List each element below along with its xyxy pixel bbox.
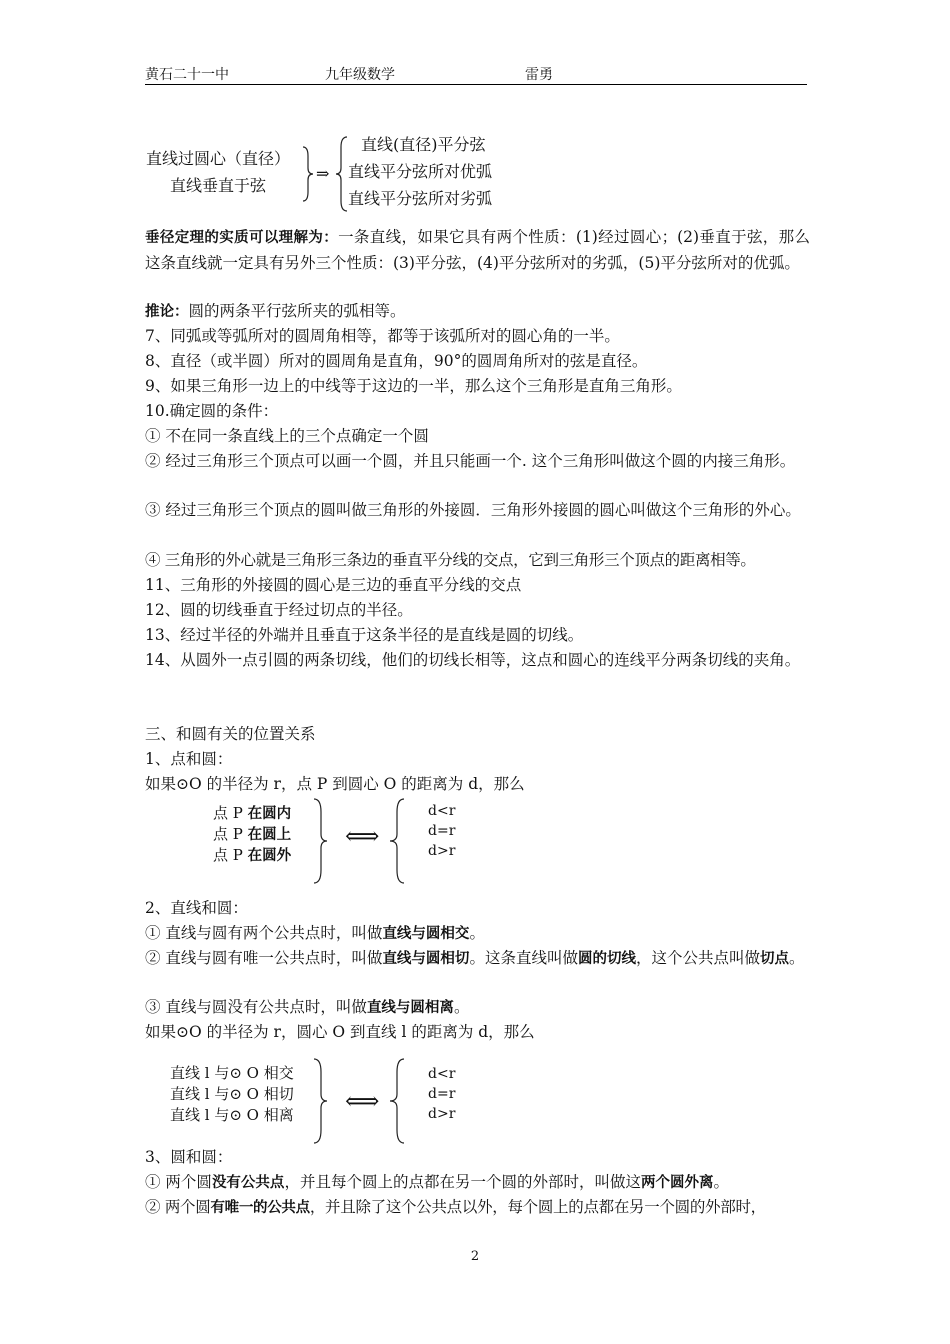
implies-arrow: ⇒ — [316, 164, 330, 183]
left-brace-1 — [336, 136, 348, 212]
relation-d-lt-r-1: d<r — [428, 803, 456, 819]
point-row-on: 点 P 在圆上 — [213, 825, 292, 843]
essence-paragraph — [145, 225, 810, 276]
relation-d-gt-r-2: d>r — [428, 1106, 456, 1122]
right-brace-2 — [313, 798, 329, 884]
line-circle-3: ③ 直线与圆没有公共点时，叫做直线与圆相离。 — [145, 998, 470, 1016]
line-row-intersect: 直线 l 与⊙ O 相交 — [170, 1064, 294, 1082]
subsection-line-circle: 2、直线和圆： — [145, 899, 248, 917]
corollary-title: 推论： — [145, 304, 189, 320]
equivalence-arrow-2: ⟺ — [345, 1087, 380, 1115]
item-9: 9、如果三角形一边上的中线等于这边的一半，那么这个三角形是直角三角形。 — [145, 377, 682, 395]
condition-4: ④ 三角形的外心就是三角形三条边的垂直平分线的交点，它到三角形三个顶点的距离相等。 — [145, 551, 756, 569]
left-brace-3 — [389, 1058, 405, 1144]
formula-right-3: 直线平分弦所对劣弧 — [348, 189, 493, 208]
section-3-title: 三、和圆有关的位置关系 — [145, 725, 316, 743]
circle-circle-1: ① 两个圆没有公共点，并且每个圆上的点都在另一个圆的外部时，叫做这两个圆外离。 — [145, 1173, 729, 1191]
header-school: 黄石二十一中 — [145, 67, 229, 83]
formula-right-1: 直线(直径)平分弦 — [361, 135, 486, 154]
condition-3: ③ 经过三角形三个顶点的圆叫做三角形的外接圆．三角形外接圆的圆心叫做这个三角形的外心。 — [145, 501, 801, 519]
subsection-circle-circle: 3、圆和圆： — [145, 1148, 233, 1166]
condition-2: ② 经过三角形三个顶点可以画一个圆，并且只能画一个. 这个三角形叫做这个圆的内接三角形。 — [145, 452, 796, 470]
formula-right-2: 直线平分弦所对优弧 — [348, 162, 493, 181]
header-author: 雷勇 — [525, 67, 553, 83]
line-circle-intro: 如果⊙O 的半径为 r，圆心 O 到直线 l 的距离为 d，那么 — [145, 1023, 535, 1041]
header-rule — [145, 84, 807, 85]
right-brace-1 — [302, 146, 314, 202]
equivalence-arrow-1: ⟺ — [345, 822, 380, 850]
relation-d-eq-r-1: d=r — [428, 823, 456, 839]
line-circle-1: ① 直线与圆有两个公共点时，叫做直线与圆相交。 — [145, 924, 485, 942]
formula-left-2: 直线垂直于弦 — [170, 176, 267, 195]
line-circle-2: ② 直线与圆有唯一公共点时，叫做直线与圆相切。这条直线叫做圆的切线，这个公共点叫做切点。 — [145, 949, 805, 967]
page-number: 2 — [470, 1249, 480, 1264]
relation-d-eq-r-2: d=r — [428, 1086, 456, 1102]
condition-1: ① 不在同一条直线上的三个点确定一个圆 — [145, 427, 429, 445]
item-11: 11、三角形的外接圆的圆心是三边的垂直平分线的交点 — [145, 576, 522, 594]
relation-d-gt-r-1: d>r — [428, 843, 456, 859]
item-12: 12、圆的切线垂直于经过切点的半径。 — [145, 601, 413, 619]
right-brace-3 — [313, 1058, 329, 1144]
item-14: 14、从圆外一点引圆的两条切线，他们的切线长相等，这点和圆心的连线平分两条切线的夹角。 — [145, 651, 801, 669]
subsection-point-circle: 1、点和圆： — [145, 750, 233, 768]
point-circle-intro: 如果⊙O 的半径为 r，点 P 到圆心 O 的距离为 d，那么 — [145, 775, 525, 793]
item-10: 10.确定圆的条件： — [145, 402, 279, 420]
item-8: 8、直径（或半圆）所对的圆周角是直角，90°的圆周角所对的弦是直径。 — [145, 352, 648, 370]
header-subject: 九年级数学 — [325, 67, 395, 83]
left-brace-2 — [389, 798, 405, 884]
essence-title: 垂径定理的实质可以理解为： — [145, 230, 339, 246]
line-row-tangent: 直线 l 与⊙ O 相切 — [170, 1085, 294, 1103]
item-13: 13、经过半径的外端并且垂直于这条半径的是直线是圆的切线。 — [145, 626, 584, 644]
corollary — [145, 299, 810, 325]
point-row-inside: 点 P 在圆内 — [213, 804, 292, 822]
item-7: 7、同弧或等弧所对的圆周角相等，都等于该弧所对的圆心角的一半。 — [145, 327, 620, 345]
point-row-outside: 点 P 在圆外 — [213, 846, 292, 864]
corollary-body: 圆的两条平行弦所夹的弧相等。 — [188, 302, 406, 320]
essence-body: 一条直线，如果它具有两个性质：(1)经过圆心；(2)垂直于弦，那么这条直线就一定具有另外三个性质：(3)平分弦，(4)平分弦所对的劣弧，(5)平分弦所对的优弧。 — [145, 228, 810, 272]
formula-left-1: 直线过圆心（直径） — [146, 149, 291, 168]
relation-d-lt-r-2: d<r — [428, 1066, 456, 1082]
line-row-separate: 直线 l 与⊙ O 相离 — [170, 1106, 294, 1124]
circle-circle-2: ② 两个圆有唯一的公共点，并且除了这个公共点以外，每个圆上的点都在另一个圆的外部时， — [145, 1198, 766, 1216]
